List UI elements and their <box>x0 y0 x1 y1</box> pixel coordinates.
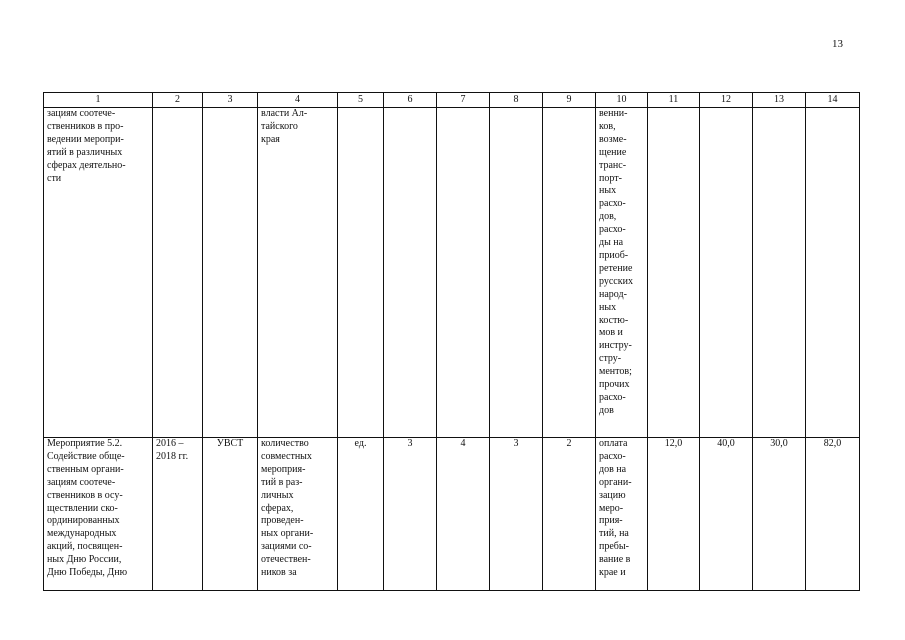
table-cell: 12,0 <box>648 438 700 591</box>
header-cell: 2 <box>153 93 203 108</box>
header-cell: 11 <box>648 93 700 108</box>
table-cell: 4 <box>437 438 490 591</box>
table-cell <box>384 108 437 438</box>
table-cell: УВСТ <box>203 438 258 591</box>
header-cell: 1 <box>44 93 153 108</box>
table-cell: 2 <box>543 438 596 591</box>
header-cell: 14 <box>806 93 860 108</box>
header-cell: 12 <box>700 93 753 108</box>
table-cell: оплата расхо- дов на органи- зацию меро- прия- тий, на пребы- вание в крае и <box>596 438 648 591</box>
table-cell: власти Ал- тайского края <box>258 108 338 438</box>
table-cell <box>203 108 258 438</box>
header-cell: 3 <box>203 93 258 108</box>
header-cell: 13 <box>753 93 806 108</box>
header-cell: 9 <box>543 93 596 108</box>
table-cell <box>338 108 384 438</box>
header-cell: 8 <box>490 93 543 108</box>
header-cell: 4 <box>258 93 338 108</box>
table-cell: 40,0 <box>700 438 753 591</box>
table-cell <box>648 108 700 438</box>
table-cell: зациям соотече- ственников в про- ведении меропри- ятий в различных сферах деятельно- сти <box>44 108 153 438</box>
table-cell: 30,0 <box>753 438 806 591</box>
table-row <box>44 438 860 591</box>
program-table <box>43 92 860 591</box>
table-cell: Мероприятие 5.2. Содействие обще- ственным органи- зациям соотече- ственников в осу- ществлении ско- ординированных международных акций, посвящен- ных Дню России, Дню Победы, Дню <box>44 438 153 591</box>
table-cell: 3 <box>384 438 437 591</box>
table-cell <box>543 108 596 438</box>
header-cell: 10 <box>596 93 648 108</box>
table-cell <box>437 108 490 438</box>
header-cell: 7 <box>437 93 490 108</box>
header-cell: 6 <box>384 93 437 108</box>
header-cell: 5 <box>338 93 384 108</box>
table-cell: венни- ков, возме- щение транс- порт- ных расхо- дов, расхо- ды на приоб- ретение русских народ- ных костю- мов и инстру- стру- ментов; прочих расхо- дов <box>596 108 648 438</box>
table-cell <box>490 108 543 438</box>
page-number: 13 <box>832 38 843 50</box>
table-cell: 82,0 <box>806 438 860 591</box>
table-row <box>44 108 860 438</box>
table-cell: ед. <box>338 438 384 591</box>
table-cell <box>153 108 203 438</box>
table-cell <box>700 108 753 438</box>
table-cell <box>753 108 806 438</box>
table-cell: 3 <box>490 438 543 591</box>
table-cell: количество совместных мероприя- тий в раз- личных сферах, проведен- ных органи- зациями со- отечествен- ников за <box>258 438 338 591</box>
header-row <box>44 93 860 108</box>
table-cell: 2016 – 2018 гг. <box>153 438 203 591</box>
table-cell <box>806 108 860 438</box>
